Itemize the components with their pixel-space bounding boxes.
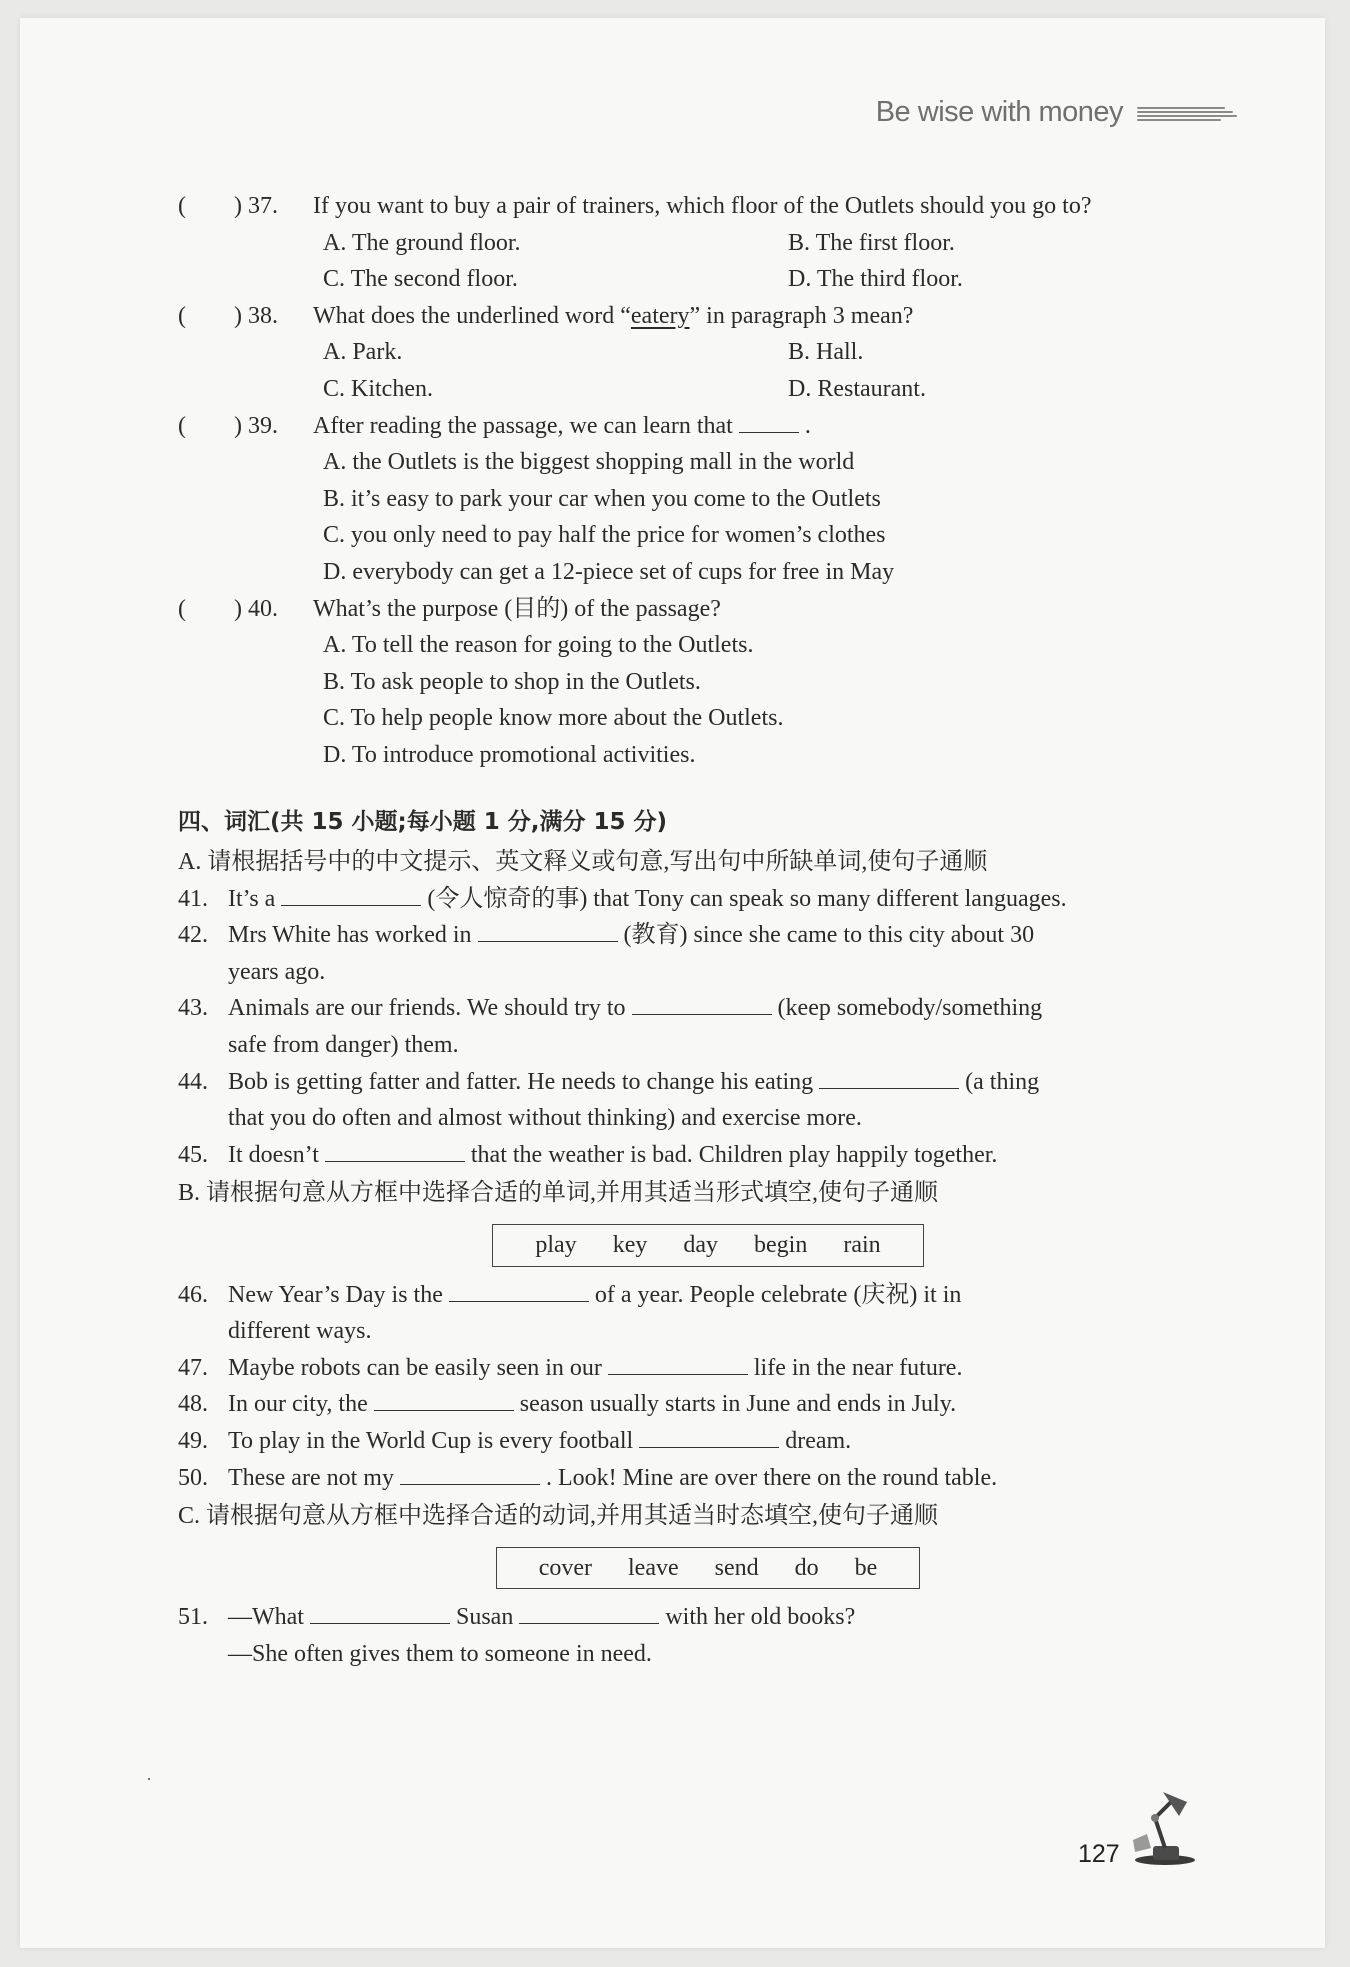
dialogue-answer: —She often gives them to someone in need. [228, 1640, 652, 1667]
header-decoration-lines [1137, 103, 1237, 123]
options-40 [323, 627, 1238, 773]
word-option: key [612, 1232, 648, 1259]
option-b: B. The first floor. [788, 229, 955, 256]
question-number: 38. [248, 302, 278, 329]
answer-bracket: ( ) [178, 302, 242, 329]
answer-bracket: ( ) [178, 193, 242, 219]
vocab-item-43: 43. Animals are our friends. We should try to (keep somebody/something [178, 990, 1238, 1027]
word-option: do [794, 1554, 819, 1581]
question-39 [178, 408, 1238, 445]
option-a: A. Park. [323, 339, 403, 366]
page-number: 127 [1078, 1840, 1120, 1868]
desk-lamp-icon [1125, 1788, 1200, 1866]
option-d: D. Restaurant. [788, 375, 926, 402]
part-c-instruction: C. 请根据句意从方框中选择合适的动词,并用其适当时态填空,使句子通顺 [178, 1503, 939, 1530]
options-37 [323, 225, 1238, 298]
underlined-word: eatery [630, 302, 690, 329]
vocab-item-49: 49. To play in the World Cup is every football dream. [178, 1423, 1238, 1460]
question-stem: What’s the purpose (目的) of the passage? [313, 595, 721, 622]
option-a: A. the Outlets is the biggest shopping mall in the world [323, 449, 855, 476]
word-option: send [714, 1554, 759, 1581]
vocab-item-44: 44. Bob is getting fatter and fatter. He needs to change his eating (a thing [178, 1064, 1238, 1101]
part-a-instruction: A. 请根据括号中的中文提示、英文释义或句意,写出句中所缺单词,使句子通顺 [178, 849, 988, 876]
option-d: D. everybody can get a 12-piece set of cups for free in May [323, 558, 895, 585]
word-option: begin [754, 1232, 808, 1259]
option-c: C. To help people know more about the Outlets. [323, 705, 784, 732]
option-c: C. The second floor. [323, 266, 518, 293]
answer-blank[interactable] [374, 1388, 514, 1411]
answer-blank[interactable] [281, 883, 421, 906]
option-d: D. To introduce promotional activities. [323, 741, 696, 768]
answer-blank[interactable] [819, 1066, 959, 1089]
answer-blank[interactable] [639, 1425, 779, 1448]
vocab-item-45: 45. It doesn’t that the weather is bad. Children play happily together. [178, 1137, 1238, 1174]
continuation-text: safe from danger) them. [228, 1032, 459, 1059]
header-title: Be wise with money [875, 96, 1123, 128]
answer-blank[interactable] [449, 1279, 589, 1302]
answer-blank[interactable] [519, 1601, 659, 1624]
print-speck [148, 1778, 150, 1780]
vocab-item-46: 46. New Year’s Day is the of a year. People celebrate (庆祝) it in [178, 1277, 1238, 1314]
word-box-c [496, 1547, 921, 1590]
question-stem: What does the underlined word “eatery” in paragraph 3 mean? [313, 302, 914, 329]
workbook-page [20, 18, 1325, 1948]
answer-blank[interactable] [400, 1462, 540, 1485]
page-header [876, 96, 1237, 129]
question-37 [178, 188, 1238, 225]
vocab-item-47: 47. Maybe robots can be easily seen in our life in the near future. [178, 1350, 1238, 1387]
option-b: B. Hall. [788, 339, 864, 366]
page-content [178, 188, 1238, 1673]
word-option: cover [538, 1554, 592, 1581]
word-box-b [492, 1224, 923, 1267]
word-option: rain [843, 1232, 881, 1259]
part-b-instruction: B. 请根据句意从方框中选择合适的单词,并用其适当形式填空,使句子通顺 [178, 1180, 939, 1207]
option-a: A. To tell the reason for going to the Outlets. [323, 632, 754, 659]
word-option: day [683, 1232, 718, 1259]
option-b: B. To ask people to shop in the Outlets. [323, 668, 701, 695]
option-c: C. you only need to pay half the price for women’s clothes [323, 522, 886, 549]
option-a: A. The ground floor. [323, 229, 521, 256]
question-stem: After reading the passage, we can learn that . [313, 408, 1238, 445]
answer-blank[interactable] [310, 1601, 450, 1624]
answer-blank[interactable] [608, 1352, 748, 1375]
options-39 [323, 444, 1238, 590]
answer-blank[interactable] [478, 919, 618, 942]
answer-bracket: ( ) [178, 595, 242, 622]
answer-blank[interactable] [632, 992, 772, 1015]
word-option: be [854, 1554, 878, 1581]
answer-bracket: ( ) [178, 412, 242, 439]
vocab-item-41: 41. It’s a (令人惊奇的事) that Tony can speak so many different languages. [178, 881, 1238, 918]
option-d: D. The third floor. [788, 266, 963, 293]
question-stem: If you want to buy a pair of trainers, which floor of the Outlets should you go to? [313, 193, 1092, 219]
question-40 [178, 591, 1238, 628]
continuation-text: that you do often and almost without thinking) and exercise more. [228, 1105, 862, 1132]
question-number: 37. [248, 193, 278, 219]
option-c: C. Kitchen. [323, 375, 433, 402]
vocab-item-50: 50. These are not my . Look! Mine are over there on the round table. [178, 1460, 1238, 1497]
answer-blank[interactable] [739, 410, 799, 433]
word-option: leave [628, 1554, 679, 1581]
option-b: B. it’s easy to park your car when you come to the Outlets [323, 485, 881, 512]
vocab-item-48: 48. In our city, the season usually starts in June and ends in July. [178, 1386, 1238, 1423]
answer-blank[interactable] [325, 1139, 465, 1162]
question-38 [178, 298, 1238, 335]
question-number: 40. [248, 595, 278, 622]
vocab-item-51: 51. —What Susan with her old books? [178, 1599, 1238, 1636]
section-title: 四、词汇(共 15 小题;每小题 1 分,满分 15 分) [178, 808, 668, 835]
vocab-item-42: 42. Mrs White has worked in (教育) since she came to this city about 30 [178, 917, 1238, 954]
continuation-text: years ago. [228, 958, 326, 985]
continuation-text: different ways. [228, 1318, 372, 1345]
question-number: 39. [248, 412, 278, 439]
word-option: play [535, 1232, 577, 1259]
options-38 [323, 334, 1238, 407]
